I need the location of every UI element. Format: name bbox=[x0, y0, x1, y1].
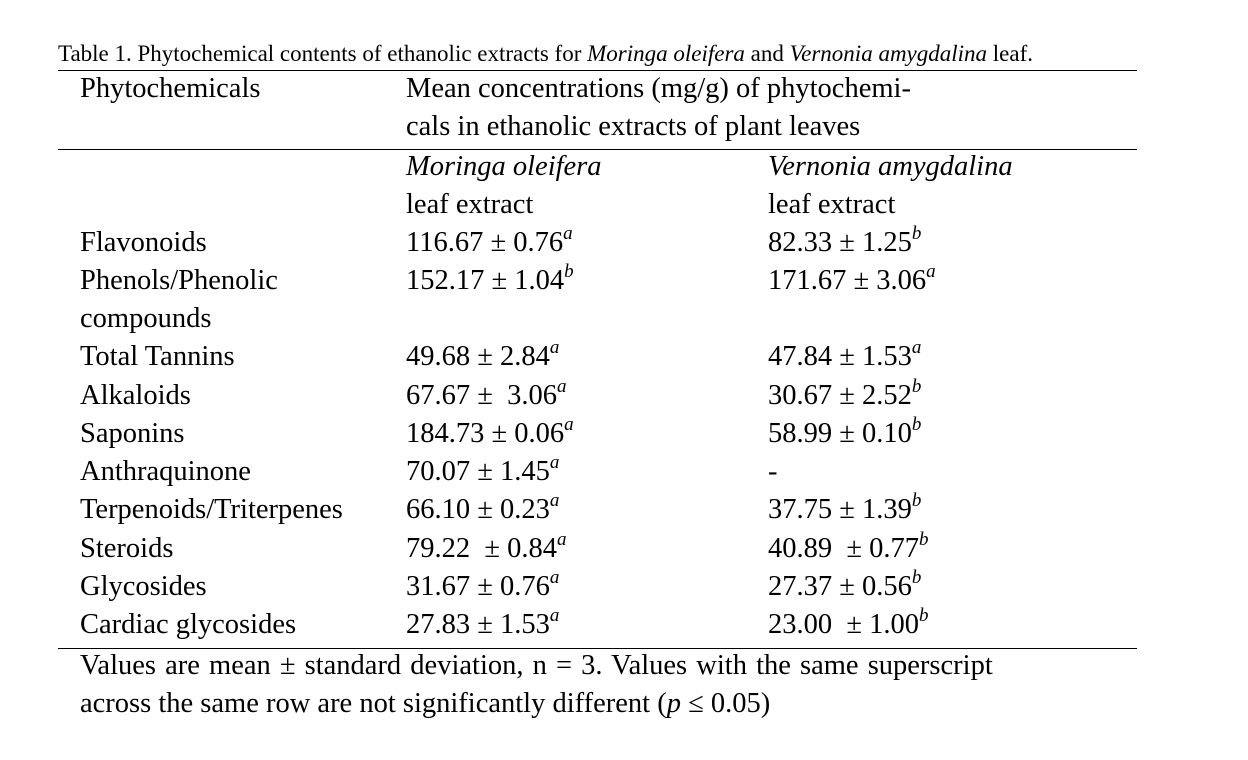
row-name: Saponins bbox=[80, 418, 185, 449]
superscript: a bbox=[911, 336, 922, 358]
superscript: b bbox=[564, 260, 574, 282]
footnote-line1: Values are mean ± standard deviation, n = 3. Values with the same superscript bbox=[80, 650, 993, 681]
value-text: 31.67 ± 0.76 bbox=[406, 571, 550, 602]
value-text: 23.00 ± 1.00 bbox=[768, 609, 920, 640]
subheader-moringa-extract: leaf extract bbox=[406, 189, 534, 220]
vernonia-value bbox=[768, 377, 921, 415]
superscript: b bbox=[911, 413, 922, 435]
row-name: Total Tannins bbox=[80, 341, 235, 372]
row-name-continued: compounds bbox=[80, 303, 212, 334]
vernonia-value bbox=[768, 262, 936, 300]
superscript: b bbox=[911, 375, 922, 397]
value-text: 58.99 ± 0.10 bbox=[768, 418, 912, 449]
superscript: a bbox=[549, 451, 560, 473]
value-text: - bbox=[768, 456, 778, 487]
superscript: a bbox=[557, 375, 567, 397]
vernonia-value bbox=[768, 453, 778, 491]
moringa-value bbox=[406, 530, 567, 568]
superscript: b bbox=[919, 604, 929, 626]
row-name: Glycosides bbox=[80, 571, 207, 602]
vernonia-value bbox=[768, 606, 929, 644]
moringa-value bbox=[406, 491, 559, 529]
vernonia-value bbox=[768, 530, 929, 568]
subheader-vernonia-species: Vernonia amygdalina bbox=[768, 151, 1013, 182]
value-text: 79.22 ± 0.84 bbox=[406, 533, 558, 564]
row-name: Steroids bbox=[80, 533, 174, 564]
subheader-moringa bbox=[406, 148, 602, 186]
header-phytochemicals: Phytochemicals bbox=[80, 73, 261, 104]
superscript: a bbox=[564, 413, 574, 435]
moringa-value bbox=[406, 606, 559, 644]
vernonia-value bbox=[768, 568, 921, 606]
value-text: 40.89 ± 0.77 bbox=[768, 533, 920, 564]
value-text: 27.37 ± 0.56 bbox=[768, 571, 912, 602]
vernonia-value bbox=[768, 224, 921, 262]
moringa-value bbox=[406, 453, 559, 491]
moringa-value bbox=[406, 224, 573, 262]
table-caption bbox=[58, 40, 1033, 68]
row-name: Flavonoids bbox=[80, 227, 207, 258]
caption-species-vernonia: Vernonia amygdalina bbox=[789, 41, 988, 66]
vernonia-value bbox=[768, 491, 921, 529]
value-text: 67.67 ± 3.06 bbox=[406, 380, 558, 411]
superscript: b bbox=[911, 489, 922, 511]
superscript: b bbox=[911, 566, 922, 588]
vernonia-value bbox=[768, 415, 921, 453]
header-mean-line2: cals in ethanolic extracts of plant leaves bbox=[406, 111, 861, 142]
footnote-p-symbol: p bbox=[666, 688, 681, 719]
header-mean-line1: Mean concentrations (mg/g) of phytochemi- bbox=[406, 73, 911, 104]
footnote-line2-suffix: ≤ 0.05) bbox=[680, 688, 771, 719]
moringa-value bbox=[406, 415, 574, 453]
value-text: 171.67 ± 3.06 bbox=[768, 265, 927, 296]
superscript: b bbox=[919, 528, 929, 550]
row-name: Phenols/Phenolic bbox=[80, 265, 278, 296]
row-name: Terpenoids/Triterpenes bbox=[80, 494, 343, 525]
value-text: 49.68 ± 2.84 bbox=[406, 341, 550, 372]
superscript: a bbox=[549, 336, 560, 358]
superscript: a bbox=[549, 489, 560, 511]
vernonia-value bbox=[768, 338, 921, 376]
superscript: a bbox=[549, 566, 560, 588]
caption-connector: and bbox=[744, 41, 790, 66]
superscript: a bbox=[557, 528, 567, 550]
superscript: b bbox=[911, 222, 922, 244]
superscript: a bbox=[563, 222, 573, 244]
value-text: 47.84 ± 1.53 bbox=[768, 341, 912, 372]
moringa-value bbox=[406, 262, 574, 300]
value-text: 184.73 ± 0.06 bbox=[406, 418, 565, 449]
moringa-value bbox=[406, 338, 559, 376]
caption-prefix: Table 1. Phytochemical contents of ethanolic extracts for bbox=[58, 41, 588, 66]
superscript: a bbox=[549, 604, 560, 626]
row-name: Anthraquinone bbox=[80, 456, 251, 487]
moringa-value bbox=[406, 568, 559, 606]
caption-suffix: leaf. bbox=[987, 41, 1034, 66]
footnote-line2 bbox=[80, 685, 770, 723]
footnote-line2-prefix: across the same row are not significantly different ( bbox=[80, 688, 667, 719]
value-text: 37.75 ± 1.39 bbox=[768, 494, 912, 525]
value-text: 152.17 ± 1.04 bbox=[406, 265, 565, 296]
row-name: Cardiac glycosides bbox=[80, 609, 297, 640]
value-text: 82.33 ± 1.25 bbox=[768, 227, 912, 258]
value-text: 116.67 ± 0.76 bbox=[406, 227, 564, 258]
subheader-vernonia-extract: leaf extract bbox=[768, 189, 896, 220]
value-text: 27.83 ± 1.53 bbox=[406, 609, 550, 640]
value-text: 30.67 ± 2.52 bbox=[768, 380, 912, 411]
subheader-moringa-species: Moringa oleifera bbox=[406, 151, 602, 182]
value-text: 70.07 ± 1.45 bbox=[406, 456, 550, 487]
value-text: 66.10 ± 0.23 bbox=[406, 494, 550, 525]
caption-species-moringa: Moringa oleifera bbox=[587, 41, 745, 66]
moringa-value bbox=[406, 377, 567, 415]
subheader-vernonia bbox=[768, 148, 1013, 186]
row-name: Alkaloids bbox=[80, 380, 191, 411]
superscript: a bbox=[926, 260, 936, 282]
